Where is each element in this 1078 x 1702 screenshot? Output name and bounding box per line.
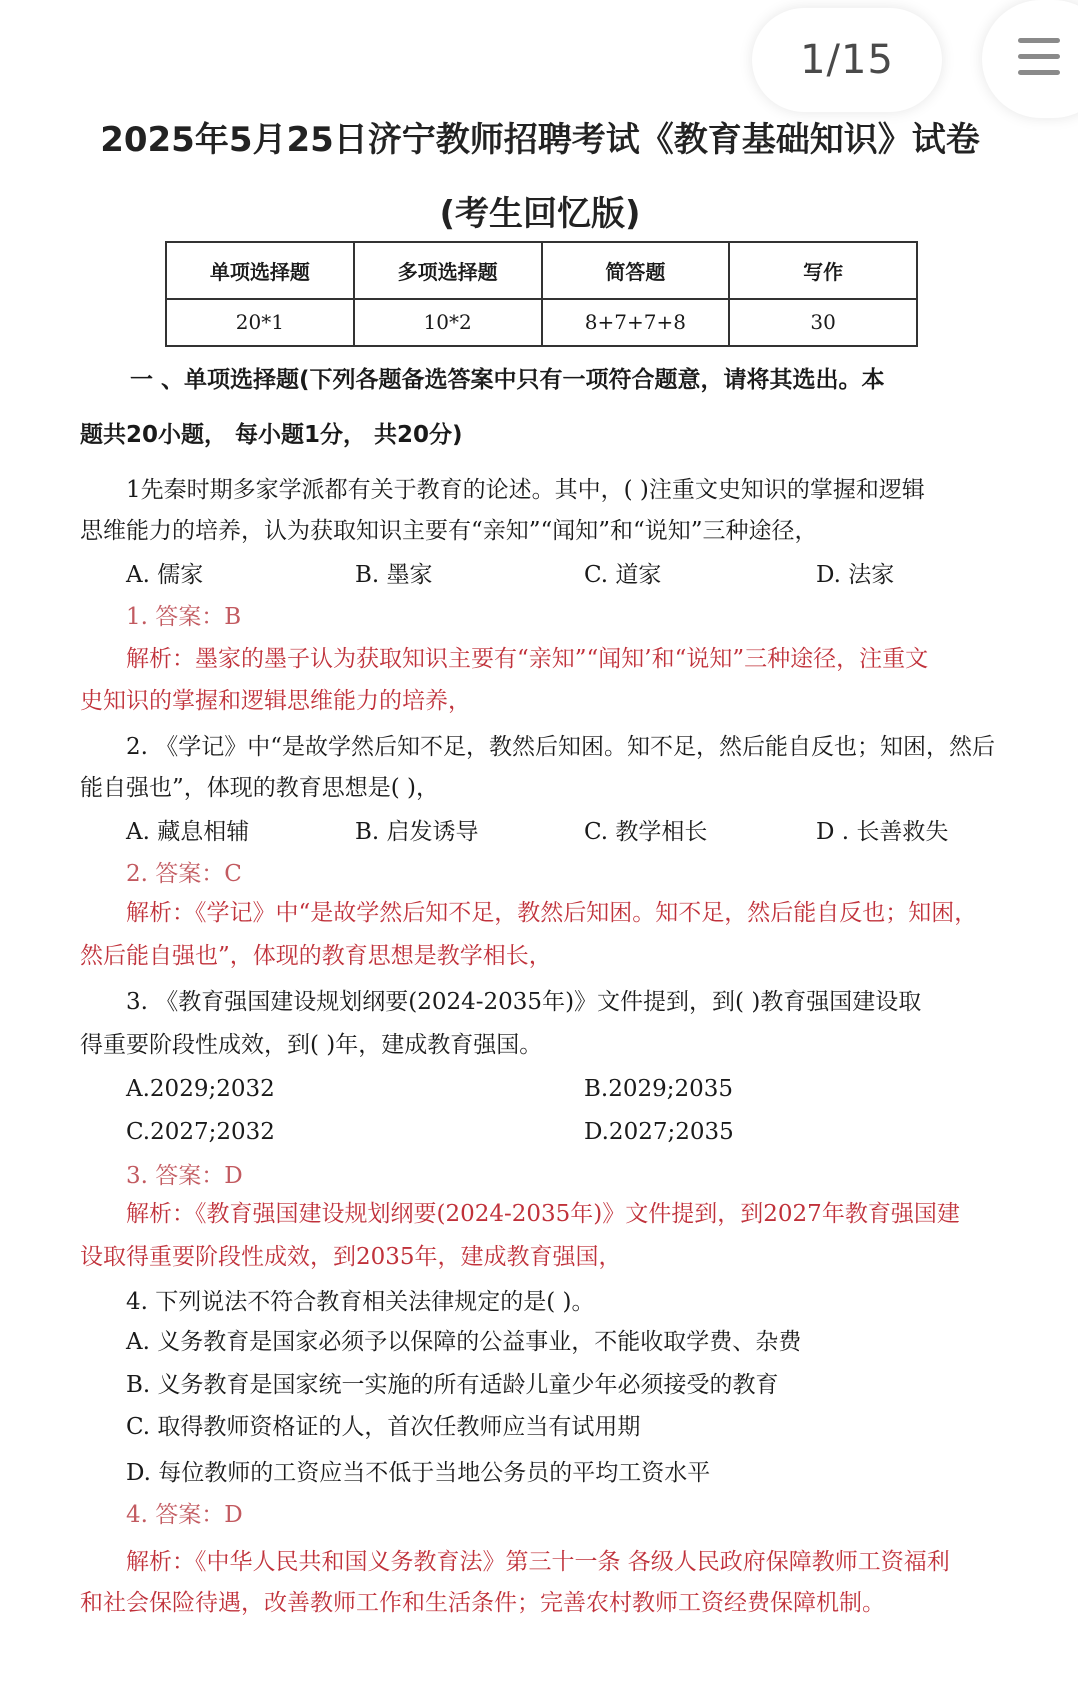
score-table-cell: 8+7+7+8 [542,299,730,346]
section-heading: 一 、单项选择题(下列各题备选答案中只有一项符合题意，请将其选出。本 [130,367,885,393]
question-2-stem-cont: 能自强也”，体现的教育思想是( )， [80,775,440,801]
document-title: 2025年5月25日济宁教师招聘考试《教育基础知识》试卷 [100,120,980,160]
question-3-option: A.2029;2032 [126,1076,275,1102]
question-1-option: D. 法家 [816,562,895,588]
question-1-option: A. 儒家 [126,562,204,588]
score-table-header: 单项选择题 [166,242,354,299]
question-1-option: C. 道家 [584,562,662,588]
question-2-answer: 2. 答案：C [126,861,242,887]
question-4-analysis-cont: 和社会保险待遇，改善教师工作和生活条件；完善农村教师工资经费保障机制。 [80,1590,885,1616]
question-3-option: C.2027;2032 [126,1119,275,1145]
question-3-answer: 3. 答案：D [126,1163,243,1189]
question-1-option: B. 墨家 [355,562,433,588]
question-3-stem-cont: 得重要阶段性成效，到( )年，建成教育强国。 [80,1032,543,1058]
question-2-analysis: 解析：《学记》中“是故学然后知不足，教然后知困。知不足，然后能自反也；知困， [126,900,978,926]
question-4-option: A. 义务教育是国家必须予以保障的公益事业，不能收取学费、杂费 [126,1329,802,1355]
question-2-stem: 2. 《学记》中“是故学然后知不足，教然后知困。知不足，然后能自反也；知困，然后 [126,734,996,760]
score-table [165,241,918,347]
question-3-option: B.2029;2035 [584,1076,734,1102]
question-3-analysis-cont: 设取得重要阶段性成效，到2035年，建成教育强国， [80,1244,622,1270]
question-4-option: B. 义务教育是国家统一实施的所有适龄儿童少年必须接受的教育 [126,1372,779,1398]
document-subtitle: (考生回忆版) [439,194,641,234]
score-table-header: 写作 [729,242,917,299]
score-table-header: 简答题 [542,242,730,299]
question-2-option: B. 启发诱导 [355,819,479,845]
question-1-analysis-cont: 史知识的掌握和逻辑思维能力的培养， [80,688,471,714]
question-2-option: A. 藏息相辅 [126,819,250,845]
question-4-option: C. 取得教师资格证的人，首次任教师应当有试用期 [126,1414,641,1440]
score-table-cell: 10*2 [354,299,542,346]
question-2-analysis-cont: 然后能自强也”，体现的教育思想是教学相长， [80,943,552,969]
question-4-stem: 4. 下列说法不符合教育相关法律规定的是( )。 [126,1289,595,1315]
score-table-cell: 30 [729,299,917,346]
question-2-option: C. 教学相长 [584,819,708,845]
menu-button[interactable] [982,0,1078,118]
section-heading-cont: 题共20小题， 每小题1分， 共20分) [80,422,463,448]
question-3-option: D.2027;2035 [584,1119,734,1145]
page-counter: 1/15 [752,8,942,112]
question-4-analysis: 解析：《中华人民共和国义务教育法》第三十一条 各级人民政府保障教师工资福利 [126,1549,950,1575]
question-1-stem: 1先秦时期多家学派都有关于教育的论述。其中，( )注重文史知识的掌握和逻辑 [126,477,925,503]
question-1-stem-cont: 思维能力的培养，认为获取知识主要有“亲知”“闻知”和“说知”三种途径， [80,518,818,544]
score-table-header: 多项选择题 [354,242,542,299]
score-table-value-row [166,299,917,346]
question-2-option: D . 长善救失 [816,819,949,845]
question-1-answer: 1. 答案：B [126,604,242,630]
score-table-header-row [166,242,917,299]
question-4-answer: 4. 答案：D [126,1502,243,1528]
question-3-analysis: 解析：《教育强国建设规划纲要(2024-2035年)》文件提到，到2027年教育强国建 [126,1201,960,1227]
score-table-cell: 20*1 [166,299,354,346]
question-1-analysis: 解析：墨家的墨子认为获取知识主要有“亲知”“闻知’和“说知”三种途径，注重文 [126,646,929,672]
question-3-stem: 3. 《教育强国建设规划纲要(2024-2035年)》文件提到，到( )教育强国建设取 [126,989,922,1015]
question-4-option: D. 每位教师的工资应当不低于当地公务员的平均工资水平 [126,1460,711,1486]
